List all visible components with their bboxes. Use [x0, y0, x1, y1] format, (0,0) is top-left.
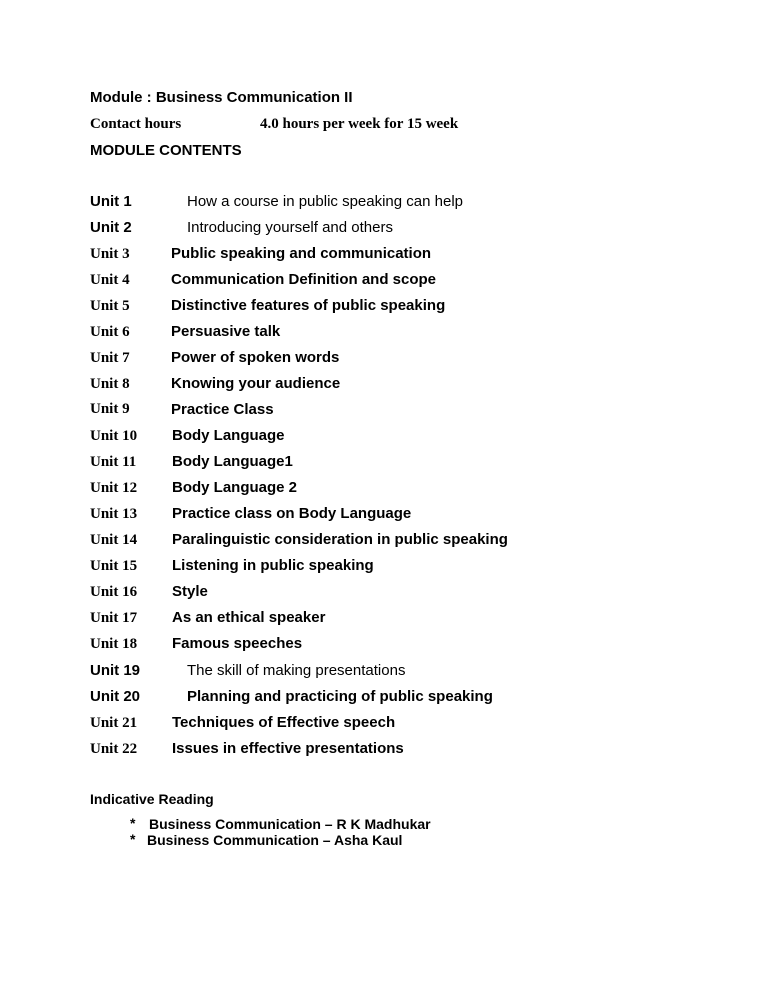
unit-label: Unit 17 [90, 610, 138, 626]
unit-label: Unit 8 [90, 376, 130, 392]
unit-title: Power of spoken words [171, 349, 340, 366]
unit-title: Persuasive talk [171, 323, 281, 340]
module-title: Module : Business Communication II [90, 89, 353, 106]
unit-title: Distinctive features of public speaking [171, 297, 446, 314]
unit-title: Body Language1 [172, 453, 293, 470]
unit-title: Knowing your audience [171, 375, 341, 392]
unit-title: Techniques of Effective speech [172, 714, 396, 731]
contact-hours-label: Contact hours [90, 116, 182, 132]
unit-label: Unit 14 [90, 532, 138, 548]
unit-title: Practice Class [171, 401, 274, 418]
unit-label: Unit 6 [90, 324, 130, 340]
unit-label: Unit 11 [90, 454, 137, 470]
unit-title: Listening in public speaking [172, 557, 374, 574]
unit-label: Unit 19 [90, 662, 141, 679]
unit-title: Public speaking and communication [171, 245, 432, 262]
unit-label: Unit 16 [90, 584, 138, 600]
unit-title: As an ethical speaker [172, 609, 326, 626]
bullet-marker: * [130, 831, 136, 847]
contact-hours-value: 4.0 hours per week for 15 week [260, 116, 459, 132]
unit-title: Body Language [172, 427, 285, 444]
unit-title: Famous speeches [172, 635, 303, 652]
unit-label: Unit 4 [90, 272, 130, 288]
unit-title: The skill of making presentations [187, 662, 406, 679]
unit-title: Body Language 2 [172, 479, 298, 496]
unit-title: Practice class on Body Language [172, 505, 412, 522]
module-contents-heading: MODULE CONTENTS [90, 142, 242, 159]
unit-label: Unit 12 [90, 480, 138, 496]
unit-label: Unit 21 [90, 715, 138, 731]
unit-label: Unit 5 [90, 298, 130, 314]
unit-label: Unit 20 [90, 688, 141, 705]
unit-label: Unit 9 [90, 401, 130, 417]
unit-label: Unit 3 [90, 246, 130, 262]
reading-item: Business Communication – Asha Kaul [147, 832, 403, 848]
unit-label: Unit 18 [90, 636, 138, 652]
bullet-marker: * [130, 815, 136, 831]
unit-label: Unit 1 [90, 193, 132, 210]
unit-label: Unit 10 [90, 428, 138, 444]
unit-label: Unit 2 [90, 219, 132, 236]
unit-label: Unit 22 [90, 741, 138, 757]
unit-label: Unit 7 [90, 350, 130, 366]
unit-title: How a course in public speaking can help [187, 193, 463, 210]
unit-title: Introducing yourself and others [187, 219, 393, 236]
unit-label: Unit 13 [90, 506, 138, 522]
unit-title: Style [172, 583, 208, 600]
unit-title: Communication Definition and scope [171, 271, 437, 288]
unit-title: Issues in effective presentations [172, 740, 404, 757]
reading-item: Business Communication – R K Madhukar [149, 816, 431, 832]
indicative-reading-heading: Indicative Reading [90, 791, 214, 807]
unit-label: Unit 15 [90, 558, 138, 574]
unit-title: Planning and practicing of public speaking [187, 688, 493, 705]
unit-title: Paralinguistic consideration in public speaking [172, 531, 508, 548]
